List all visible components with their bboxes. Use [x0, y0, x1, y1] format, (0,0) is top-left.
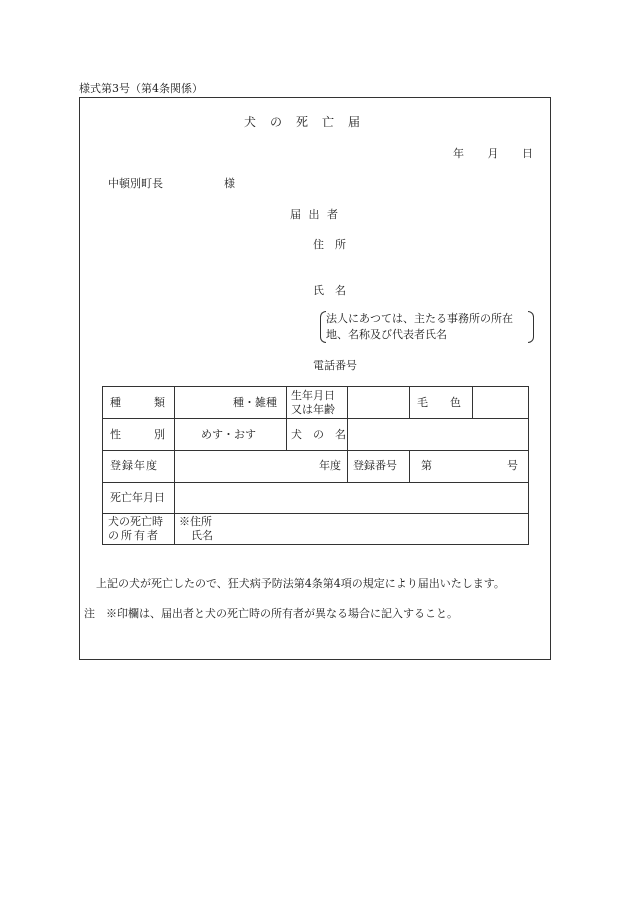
column-divider — [409, 450, 410, 482]
corporate-note-line-1: 法人にあつては、主たる事務所の所在 — [326, 312, 513, 325]
dog-info-table — [102, 386, 529, 545]
date-line — [453, 145, 533, 161]
statement-text: 上記の犬が死亡したので、狂犬病予防法第4条第4項の規定により届出いたします。 — [96, 577, 505, 590]
birth-label-1: 生年月日 — [291, 389, 335, 402]
notifier-name-label: 氏 名 — [313, 284, 346, 297]
coat-label: 毛 色 — [417, 396, 461, 409]
owner-label-1: 犬の死亡時 — [108, 515, 163, 528]
column-divider — [409, 387, 410, 418]
column-divider — [472, 387, 473, 418]
registration-number-prefix: 第 — [421, 459, 432, 472]
date-year-label: 年 — [453, 147, 464, 160]
registration-year-suffix: 年度 — [319, 459, 341, 472]
page-title: 犬 の 死 亡 届 — [244, 115, 362, 129]
date-day-label: 日 — [522, 147, 533, 160]
recipient-honorific: 様 — [224, 177, 235, 190]
row-divider — [103, 482, 528, 483]
column-divider — [286, 387, 287, 450]
corporate-note-line-2: 地、名称及び代表者氏名 — [326, 328, 447, 341]
birth-label-2: 又は年齢 — [291, 403, 335, 416]
recipient-office: 中頓別町長 — [108, 177, 163, 190]
notifier-phone-label: 電話番号 — [313, 359, 357, 372]
breed-hint: 種・雑種 — [233, 396, 277, 409]
owner-address-label: ※住所 — [179, 515, 212, 528]
form-number: 様式第3号（第4条関係） — [79, 82, 203, 95]
column-divider — [174, 387, 175, 544]
notifier-heading: 届 出 者 — [290, 208, 340, 221]
right-bracket — [528, 311, 534, 343]
type-label: 種 類 — [110, 396, 165, 409]
sex-options: めす・おす — [201, 428, 256, 441]
row-divider — [103, 450, 528, 451]
registration-number-label: 登録番号 — [353, 459, 397, 472]
dog-name-label: 犬 の 名 — [291, 428, 346, 441]
column-divider — [347, 387, 348, 418]
registration-number-suffix: 号 — [507, 459, 518, 472]
death-date-label: 死亡年月日 — [110, 491, 165, 504]
corporate-note — [320, 311, 534, 343]
owner-label-2: の所有者 — [108, 529, 160, 542]
date-month-label: 月 — [487, 147, 499, 160]
note-text: 注 ※印欄は、届出者と犬の死亡時の所有者が異なる場合に記入すること。 — [84, 607, 458, 620]
registration-year-label: 登録年度 — [110, 459, 158, 472]
sex-label: 性 別 — [110, 428, 165, 441]
notifier-address-label: 住 所 — [313, 238, 346, 251]
row-divider — [103, 418, 528, 419]
owner-name-label: 氏名 — [191, 529, 213, 542]
row-divider — [103, 513, 528, 514]
column-divider — [347, 418, 348, 450]
column-divider — [347, 450, 348, 482]
